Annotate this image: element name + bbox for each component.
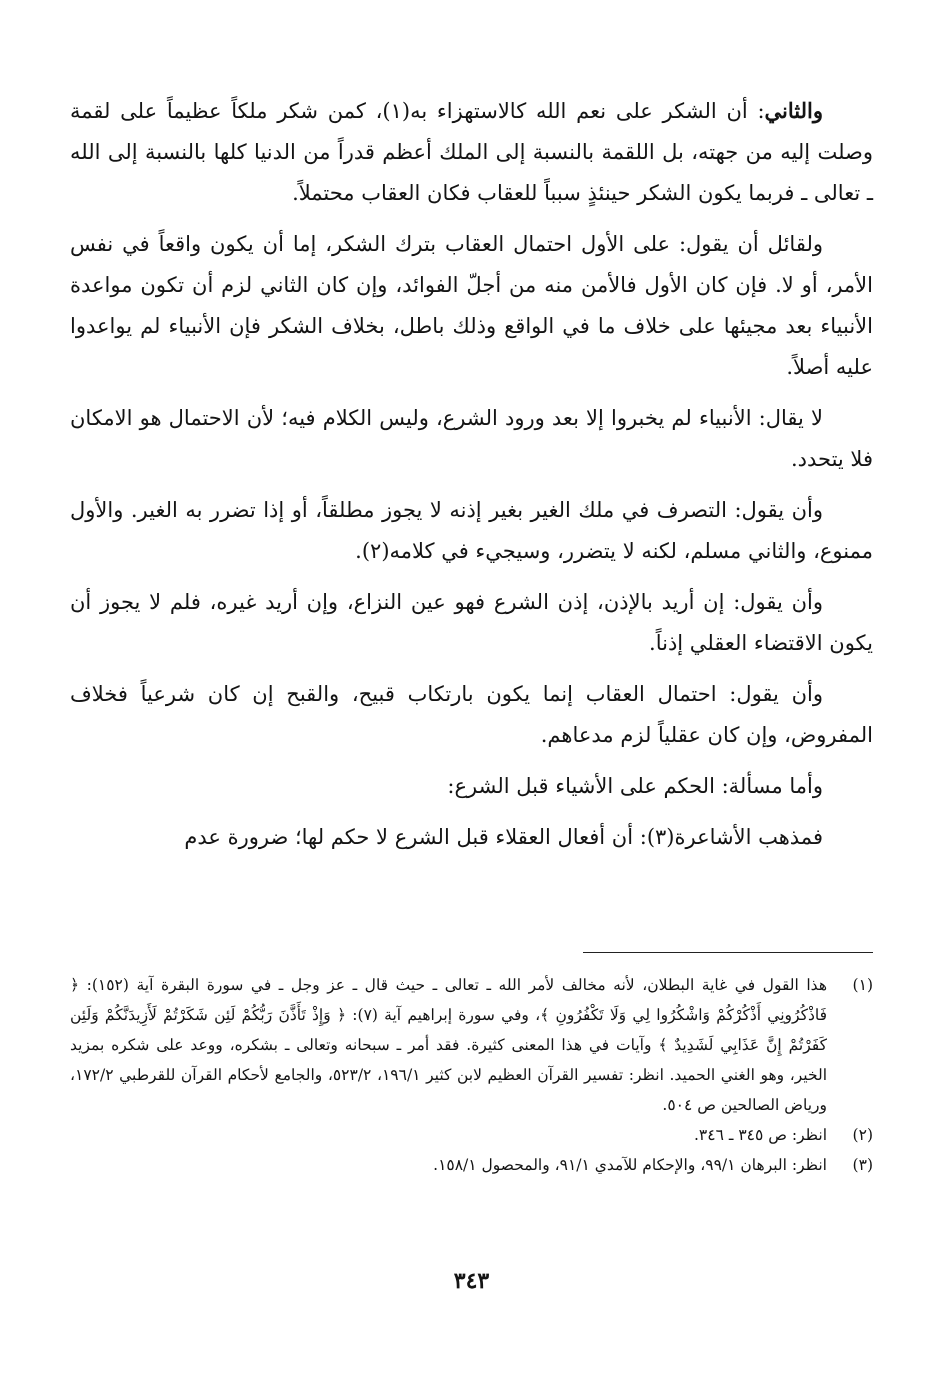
paragraph-1 xyxy=(70,90,873,214)
paragraph-text: لا يقال: الأنبياء لم يخبروا إلا بعد ورود الشرع، وليس الكلام فيه؛ لأن الاحتمال هو الامكان فلا يتحدد. xyxy=(70,406,873,471)
paragraph-text: فمذهب الأشاعرة(٣): أن أفعال العقلاء قبل الشرع لا حكم لها؛ ضرورة عدم xyxy=(184,825,823,849)
paragraph-4 xyxy=(70,490,873,572)
footnote-2 xyxy=(70,1120,873,1150)
paragraph-7 xyxy=(70,766,873,807)
paragraph-lead: والثاني xyxy=(764,98,823,123)
footnote-number: (٣) xyxy=(852,1156,873,1174)
footnote-number: (٢) xyxy=(852,1126,873,1144)
paragraph-3 xyxy=(70,398,873,480)
paragraph-text: وأن يقول: التصرف في ملك الغير بغير إذنه لا يجوز مطلقاً، أو إذا تضرر به الغير. والأول ممنوع، والثاني مسلم، لكنه لا يتضرر، وسيجيء في كلامه(٢). xyxy=(70,498,873,563)
footnote-3 xyxy=(70,1150,873,1180)
footnotes xyxy=(70,970,873,1180)
footnote-1 xyxy=(70,970,873,1120)
paragraph-5 xyxy=(70,582,873,664)
footnote-number: (١) xyxy=(852,976,873,994)
footnote-text: انظر: البرهان ٩٩/١، والإحكام للآمدي ٩١/١، والمحصول ١٥٨/١. xyxy=(433,1156,827,1174)
paragraph-text: وأن يقول: احتمال العقاب إنما يكون بارتكاب قبيح، والقبح إن كان شرعياً فخلاف المفروض، وإن كان عقلياً لزم مدعاهم. xyxy=(70,682,873,747)
paragraph-text: : أن الشكر على نعم الله كالاستهزاء به(١)، كمن شكر ملكاً عظيماً على لقمة وصلت إليه من جهته، بل اللقمة بالنسبة إلى الملك أعظم قدراً من الدنيا كلها بالنسبة إلى الله ـ تعالى ـ فربما يكون الشكر حينئذٍ سبباً للعقاب فكان العقاب محتملاً. xyxy=(70,99,873,205)
paragraph-text: وأن يقول: إن أريد بالإذن، إذن الشرع فهو عين النزاع، وإن أريد غيره، فلم لا يجوز أن يكون الاقتضاء العقلي إذناً. xyxy=(70,590,873,655)
paragraph-6 xyxy=(70,674,873,756)
main-text xyxy=(70,90,873,868)
paragraph-2 xyxy=(70,224,873,388)
footnote-text: انظر: ص ٣٤٥ ـ ٣٤٦. xyxy=(693,1126,827,1144)
paragraph-text: وأما مسألة: الحكم على الأشياء قبل الشرع: xyxy=(447,774,823,798)
footnote-text: هذا القول في غاية البطلان، لأنه مخالف لأمر الله ـ تعالى ـ حيث قال ـ عز وجل ـ في سورة البقرة آية (١٥٢): ﴿ فَاذْكُرُونِي أَذْكُرْكُمْ وَاشْكُرُوا لِي وَلَا تَكْفُرُونِ ﴾، وفي سورة إبراهيم آية (٧): ﴿ وَإِذْ تَأَذَّنَ رَبُّكُمْ لَئِن شَكَرْتُمْ لَأَزِيدَنَّكُمْ وَلَئِن كَفَرْتُمْ إِنَّ عَذَابِي لَشَدِيدٌ ﴾ وآيات في هذا المعنى كثيرة. فقد أمر ـ سبحانه وتعالى ـ بشكره، ووعد على شكره بمزيد الخير، وهو الغني الحميد. انظر: تفسير القرآن العظيم لابن كثير ١٩٦/١، ٥٢٣/٢، والجامع لأحكام القرآن للقرطبي ١٧٢/٢، ورياض الصالحين ص ٥٠٤. xyxy=(70,976,827,1114)
paragraph-text: ولقائل أن يقول: على الأول احتمال العقاب بترك الشكر، إما أن يكون واقعاً في نفس الأمر، أو لا. فإن كان الأول فالأمن منه من أجلّ الفوائد، وإن كان الثاني لزم أن تكون مواعدة الأنبياء بعد مجيئها على خلاف ما في الواقع وذلك باطل، بخلاف الشكر فإن الأنبياء لم يواعدوا عليه أصلاً. xyxy=(70,232,873,379)
paragraph-8 xyxy=(70,817,873,858)
page-number: ٣٤٣ xyxy=(453,1268,490,1294)
footnote-divider xyxy=(583,952,873,953)
